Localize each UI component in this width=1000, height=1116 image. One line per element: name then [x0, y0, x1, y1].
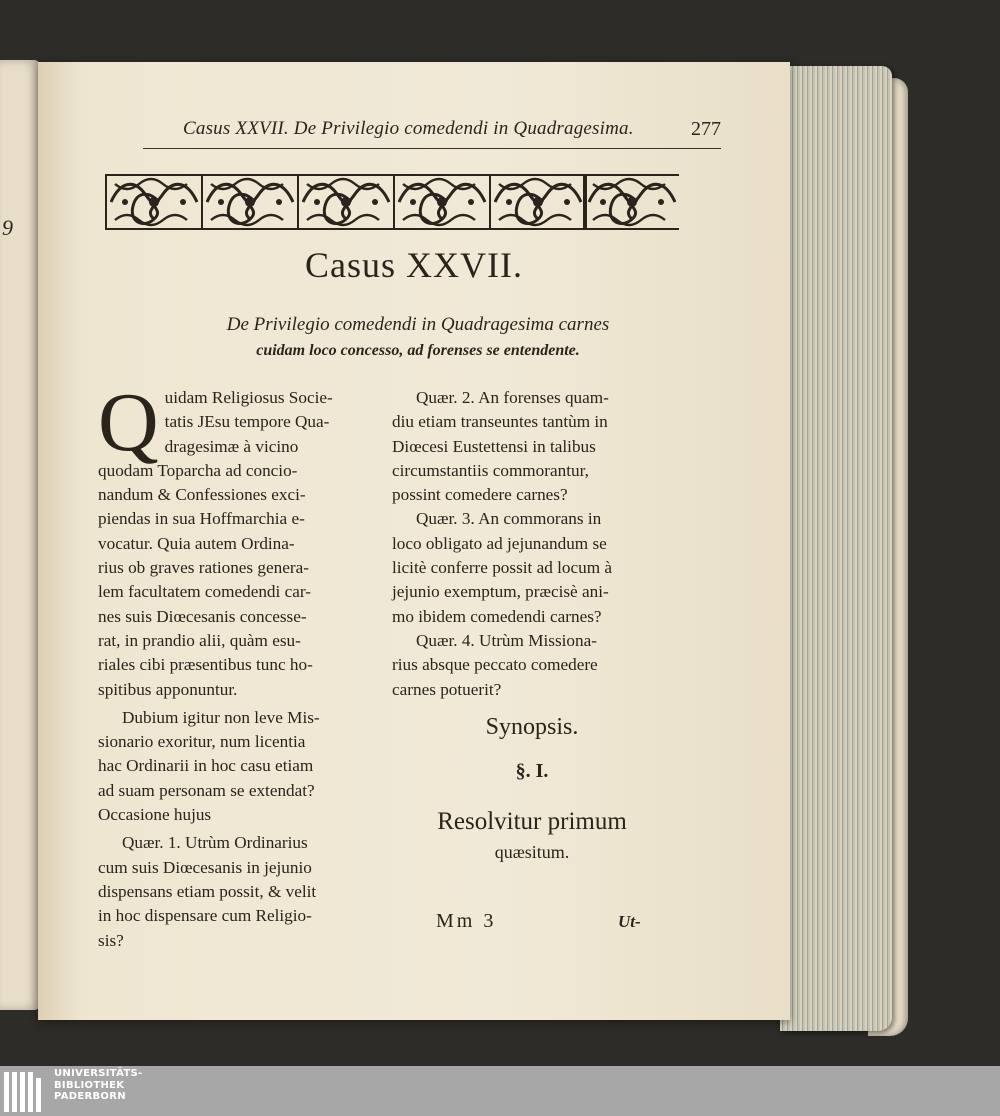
text-line: loco obligato ad jejunandum se	[392, 533, 607, 553]
left-column	[98, 376, 372, 953]
text-line: Occasione hujus	[98, 805, 212, 825]
text-line: rius absque peccato comedere	[392, 655, 598, 675]
library-name-line2: BIBLIOTHEK	[54, 1079, 125, 1091]
library-name-line1: UNIVERSITÄTS-	[54, 1068, 143, 1079]
section-subtitle: quæsitum.	[494, 842, 570, 862]
text-line: quodam Toparcha ad concio-	[98, 460, 298, 480]
library-logo-icon	[4, 1072, 48, 1112]
text-line: tatis JEsu tempore Qua-	[164, 412, 330, 432]
ornament-band-icon	[105, 172, 679, 232]
page-edges	[780, 66, 892, 1031]
text-line: uidam Religiosus Socie-	[164, 388, 333, 407]
paragraph-3	[98, 831, 372, 952]
text-line: Quær. 4. Utrùm Missiona-	[416, 630, 597, 650]
chapter-title: Casus XXVII.	[305, 245, 523, 285]
text-line: dragesimæ à vicino	[164, 436, 299, 456]
question-2	[392, 386, 672, 507]
text-line: carnes potuerit?	[392, 679, 502, 699]
text-line: sionario exoritur, num licentia	[98, 732, 306, 752]
library-name	[54, 1068, 143, 1103]
catchword: Ut-	[618, 912, 641, 931]
text-line: diu etiam transeuntes tantùm in	[392, 412, 608, 432]
text-line: piendas in sua Hoffmarchia e-	[98, 509, 305, 529]
synopsis-heading: Synopsis.	[485, 714, 579, 740]
question-3	[392, 507, 672, 628]
text-line: Quær. 3. An commorans in	[416, 509, 602, 529]
running-head-title: Casus XXVII. De Privilegio comedendi in Quadragesima.	[183, 118, 634, 139]
text-line: Quær. 1. Utrùm Ordinarius	[122, 833, 308, 853]
running-head	[143, 118, 721, 149]
library-name-line3: PADERBORN	[54, 1091, 126, 1102]
text-line: circumstantiis commorantur,	[392, 460, 589, 480]
text-line: in hoc dispensare cum Religio-	[98, 906, 312, 926]
page-number: 277	[691, 118, 721, 140]
text-line: hac Ordinarii in hoc casu etiam	[98, 756, 314, 776]
drop-cap: Q	[98, 376, 159, 469]
text-line: Diœcesi Eustettensi in talibus	[392, 436, 596, 456]
chapter-subtitle-line2: cuidam loco concesso, ad forenses se entendente.	[256, 342, 580, 359]
text-line: possint comedere carnes?	[392, 485, 568, 505]
text-line: cum suis Diœcesanis in jejunio	[98, 857, 312, 877]
section-mark: §. I.	[515, 760, 549, 782]
text-line: dispensans etiam possit, & velit	[98, 881, 317, 901]
left-page-mark: 9	[2, 215, 13, 240]
text-line: nes suis Diœcesanis concesse-	[98, 606, 307, 626]
book-page	[38, 62, 790, 1020]
text-line: lem facultatem comedendi car-	[98, 582, 311, 602]
text-line: Dubium igitur non leve Mis-	[122, 707, 320, 727]
text-line: nandum & Confessiones exci-	[98, 485, 306, 505]
text-line: Quær. 2. An forenses quam-	[416, 388, 609, 407]
left-page-edge	[0, 60, 40, 1010]
text-line: ad suam personam se extendat?	[98, 780, 315, 800]
text-line: rat, in prandio alii, quàm esu-	[98, 630, 301, 650]
text-line: licitè conferre possit ad locum à	[392, 558, 613, 578]
chapter-subtitle-line1: De Privilegio comedendi in Quadragesima carnes	[226, 314, 610, 335]
text-line: riales cibi præsentibus tunc ho-	[98, 655, 313, 675]
library-footer	[0, 1066, 1000, 1116]
text-line: rius ob graves rationes genera-	[98, 558, 309, 578]
paragraph-2	[98, 706, 372, 827]
section-title: Resolvitur primum	[437, 808, 627, 835]
text-line: jejunio exemptum, præcisè ani-	[392, 582, 609, 602]
signature-mark: Mm 3	[436, 910, 497, 932]
question-4	[392, 629, 672, 702]
text-line: mo ibidem comedendi carnes?	[392, 606, 602, 626]
right-column	[392, 386, 672, 702]
paragraph-1	[98, 376, 372, 702]
text-line: spitibus apponuntur.	[98, 679, 238, 699]
text-line: sis?	[98, 930, 124, 950]
text-line: vocatur. Quia autem Ordina-	[98, 533, 295, 553]
